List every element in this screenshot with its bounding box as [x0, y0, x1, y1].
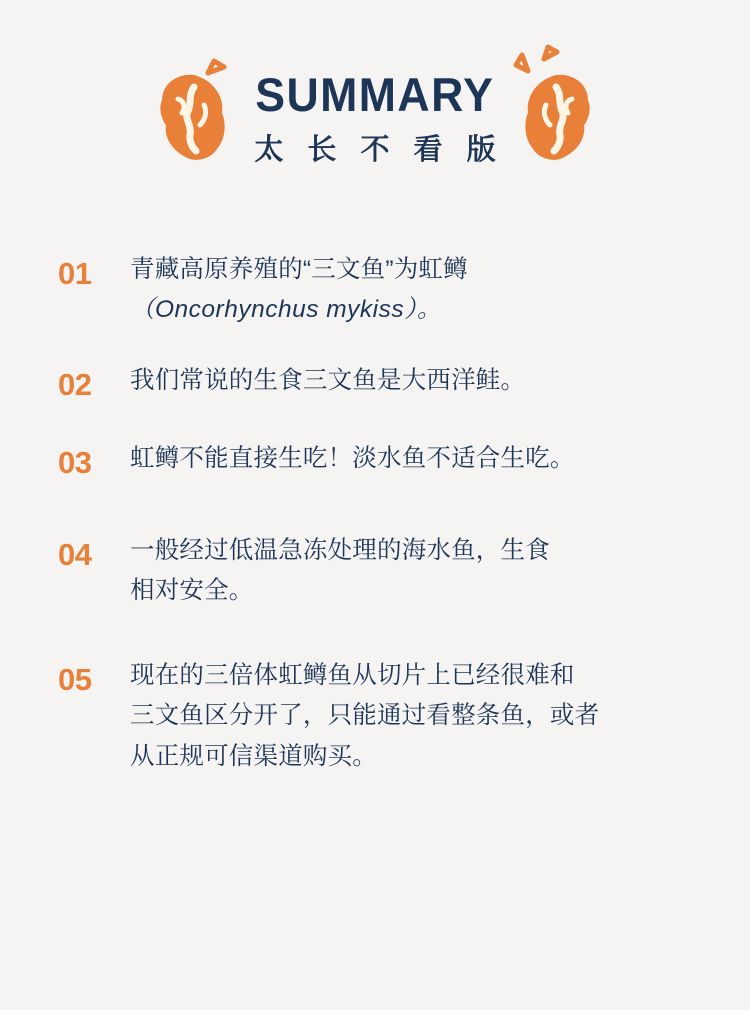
item-number: 02 [58, 366, 92, 402]
item-line: 现在的三倍体虹鳟鱼从切片上已经很难和 [130, 661, 575, 689]
item-line: 从正规可信渠道购买。 [130, 742, 377, 770]
list-item [58, 531, 704, 612]
item-line: 三文鱼区分开了，只能通过看整条鱼，或者 [130, 702, 600, 730]
item-line-latin: （Oncorhynchus mykiss）。 [130, 296, 442, 324]
page-title [246, 67, 504, 168]
item-line: 一般经过低温急冻处理的海水鱼，生食 [130, 536, 550, 564]
header-inner [158, 67, 591, 168]
brain-icon [158, 71, 228, 167]
item-line: 虹鳟不能直接生吃！淡水鱼不适合生吃。 [130, 444, 575, 472]
item-text [130, 656, 704, 777]
list-item [58, 439, 704, 487]
spark-icon [540, 43, 562, 65]
brain-icon [522, 71, 592, 167]
item-text [130, 439, 704, 479]
spark-icon [508, 51, 534, 77]
list-item [58, 250, 704, 331]
list-item [58, 656, 704, 777]
spark-icon [204, 57, 230, 79]
item-text [130, 361, 704, 401]
list-item [58, 361, 704, 409]
item-line: 我们常说的生食三文鱼是大西洋鲑。 [130, 366, 526, 394]
item-line: 相对安全。 [130, 577, 254, 605]
item-line: 青藏高原养殖的“三文鱼”为虹鳟 [130, 256, 468, 283]
item-number: 05 [58, 661, 92, 697]
title-english: SUMMARY [255, 67, 495, 121]
item-number: 03 [58, 444, 92, 480]
item-number: 01 [58, 256, 92, 291]
summary-list [0, 250, 750, 777]
title-chinese: 太 长 不 看 版 [254, 134, 504, 167]
header [0, 0, 750, 250]
item-text [130, 250, 704, 331]
item-number: 04 [58, 536, 92, 572]
item-text [130, 531, 704, 612]
